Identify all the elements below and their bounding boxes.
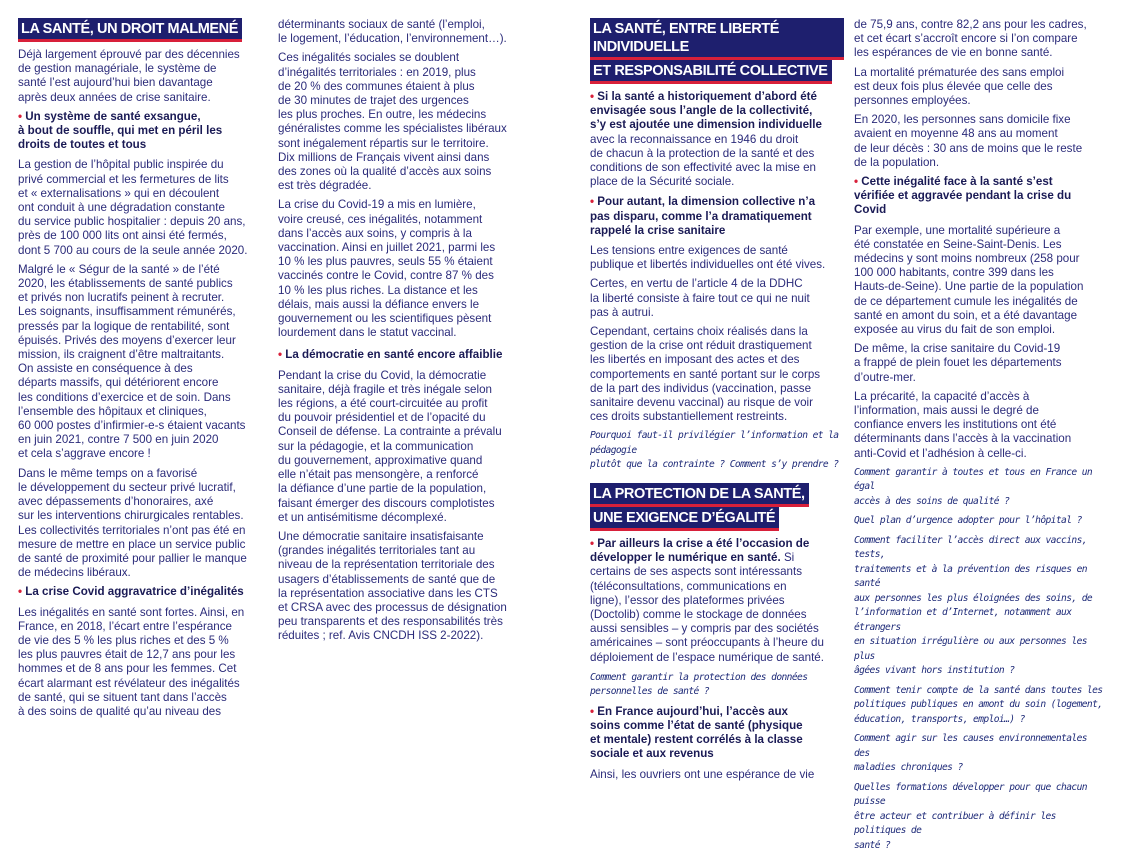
paragraph: De même, la crise sanitaire du Covid-19 a frappé de plein fouet les départements d’outre-mer. <box>854 342 1062 384</box>
paragraph: Les inégalités en santé sont fortes. Ainsi, en France, en 2018, l’écart entre l’espérance de vie des 5 % les plus riches et des 5 % les plus pauvres était de 12,7 ans pour les hommes et de 8 ans pour les femmes. Cet écart alarmant est révélateur des inégalités de santé, qui se situent tant dans l’accès à des soins de qualité qu’au niveau des <box>18 605 245 718</box>
bullet-icon: • <box>590 90 598 103</box>
bullet-heading: • Cette inégalité face à la santé s’est vérifiée et aggravée pendant la crise du Covid <box>854 175 1072 217</box>
section-title-line: LA PROTECTION DE LA SANTÉ, <box>590 483 809 507</box>
question: Pourquoi faut-il privilégier l’information et la pédagogie plutôt que la contrainte ? Comment s’y prendre ? <box>590 430 839 471</box>
paragraph: En 2020, les personnes sans domicile fixe avaient en moyenne 48 ans au moment de leur décès : 30 ans de moins que le reste de la population. <box>854 113 1083 169</box>
column-3 <box>590 18 844 787</box>
paragraph: La précarité, la capacité d’accès à l’information, mais aussi le degré de confiance envers les institutions ont été déterminants dans l’accès à la vaccination anti-Covid et l’adhésion à celle-ci. <box>854 389 1072 460</box>
section-title: LA SANTÉ, UN DROIT MALMENÉ <box>18 18 242 42</box>
paragraph: Pendant la crise du Covid, la démocratie sanitaire, déjà fragile et très inégale selon les régions, a été court-circuitée au profit du pouvoir présidentiel et de l’opacité du Conseil de défense. La contrainte a prévalu sur la pédagogie, et la communication du gouvernement, approximative quand elle n’était pas mensongère, a renforcé la défiance d’une partie de la population, faisant émerger des discours complotistes et un antisémitisme décomplexé. <box>278 368 502 524</box>
paragraph: Par exemple, une mortalité supérieure a été constatée en Seine-Saint-Denis. Les médecins y sont moins nombreux (258 pour 100 000 habitants, contre 399 dans les Hauts-de-Seine). Une partie de la population de ce département cumule les inégalités de santé en amont du soin, et a été davantage exposée au virus du fait de son emploi. <box>854 223 1084 337</box>
section-title-line: LA SANTÉ, ENTRE LIBERTÉ INDIVIDUELLE <box>590 18 844 60</box>
column-2 <box>278 18 528 649</box>
paragraph: Déjà largement éprouvé par des décennies de gestion managériale, le système de santé l’est aujourd’hui bien davantage après deux années de crise sanitaire. <box>18 48 240 104</box>
bullet-icon: • <box>18 585 26 599</box>
bullet-heading: • La démocratie en santé encore affaiblie <box>278 348 503 362</box>
paragraph: Certes, en vertu de l’article 4 de la DDHC la liberté consiste à faire tout ce qui ne nuit pas à autrui. <box>590 277 810 319</box>
section-title-droit-malmene <box>18 18 262 42</box>
question: Comment faciliter l’accès direct aux vaccins, tests, traitements et à la prévention des risques en santé aux personnes les plus éloignées des soins, de l’information et d’Internet, notamment aux étrangers en situation irrégulière ou aux personnes les plus âgées vivant hors institution ? <box>854 534 1093 677</box>
section-title-liberte <box>590 18 844 84</box>
question: Quel plan d’urgence adopter pour l’hôpital ? <box>854 515 1082 527</box>
paragraph: Ces inégalités sociales se doublent d’inégalités territoriales : en 2019, plus de 20 % des communes étaient à plus de 30 minutes de trajet des urgences les plus proches. En outre, les médecins généralistes comme les spécialistes libéraux sont inégalement répartis sur le territoire. Dix millions de Français vivent ainsi dans des zones où la qualité d’accès aux soins est très dégradée. <box>278 51 507 193</box>
section-title-line: ET RESPONSABILITÉ COLLECTIVE <box>590 60 832 84</box>
bullet-icon: • <box>854 175 862 189</box>
paragraph: de 75,9 ans, contre 82,2 ans pour les cadres, et cet écart s’accroît encore si l’on compare les espérances de vie en bonne santé. <box>854 18 1087 60</box>
bullet-heading: • Un système de santé exsangue, à bout de souffle, qui met en péril les droits de toutes et tous <box>18 109 223 152</box>
bullet-heading: • La crise Covid aggravatrice d’inégalités <box>18 585 244 599</box>
bullet-heading: • Pour autant, la dimension collective n’a pas disparu, comme l’a dramatiquement rappelé la crise sanitaire <box>590 195 816 237</box>
bullet-icon: • <box>590 704 598 718</box>
question: Comment garantir la protection des données personnelles de santé ? <box>590 671 808 698</box>
paragraph: La mortalité prématurée des sans emploi est deux fois plus élevée que celle des personnes employées. <box>854 65 1065 108</box>
question: Quelles formations développer pour que chacun puisse être acteur et contribuer à définir les politiques de santé ? <box>854 781 1087 851</box>
bullet-heading: • Si la santé a historiquement d’abord été envisagée sous l’angle de la collectivité, s’y est ajoutée une dimension individuelle avec la reconnaissance en 1946 du droit de chacun à la protection de la santé et des conditions de son effectivité avec la mise en place de la Sécurité sociale. <box>590 90 822 189</box>
paragraph: Les tensions entre exigences de santé publique et libertés individuelles ont été vives. <box>590 244 826 272</box>
paragraph: La crise du Covid-19 a mis en lumière, voire creusé, ces inégalités, notamment dans l’accès aux soins, y compris à la vaccination. Ainsi en juillet 2021, parmi les 10 % les plus pauvres, seuls 55 % étaient vaccinés contre le Covid, contre 87 % des 10 % les plus riches. La distance et les délais, mais aussi la défiance envers le gouvernement ou les scientifiques pèsent lourdement dans le statut vaccinal. <box>278 198 496 340</box>
paragraph: Cependant, certains choix réalisés dans la gestion de la crise ont réduit drastiquement les libertés en imposant des actes et des comportements en santé portant sur le corps de la part des individus (vaccination, passe sanitaire devenu vaccinal) au risque de voir ces droits substantiellement restreints. <box>590 325 821 424</box>
question: Comment tenir compte de la santé dans toutes les politiques publiques en amont du soin (logement, éducation, transports, emploi…) ? <box>854 684 1103 725</box>
bullet-icon: • <box>18 109 26 123</box>
paragraph: La gestion de l’hôpital public inspirée du privé commercial et les fermetures de lits et « externalisations » qui en découlent ont conduit à une dégradation constante du service public hospitalier : depuis 20 ans, près de 100 000 lits ont ainsi été fermés, dont 5 700 au cours de la seule année 2020. <box>18 158 248 257</box>
bullet-icon: • <box>590 536 598 550</box>
column-4 <box>854 18 1106 858</box>
paragraph: Dans le même temps on a favorisé le développement du secteur privé lucratif, avec dépassements d’honoraires, axé sur les interventions chirurgicales rentables. Les collectivités territoriales n’ont pas été en mesure de mettre en place un service public de santé de proximité pour pallier le manque de médecins libéraux. <box>18 466 247 580</box>
bullet-icon: • <box>278 348 286 362</box>
bullet-heading: • Par ailleurs la crise a été l’occasion de développer le numérique en santé. Si certains de ses aspects sont intéressants (téléconsultations, communications en ligne), l’essor des plateformes privées (Doctolib) comme le stockage de données aussi sensibles – y compris par des sociétés américaines – sont préoccupants à l’heure du déploiement de l’espace numérique de santé. <box>590 536 824 664</box>
question: Comment garantir à toutes et tous en France un égal accès à des soins de qualité ? <box>854 466 1093 507</box>
bullet-icon: • <box>590 195 598 209</box>
question: Comment agir sur les causes environnementales des maladies chroniques ? <box>854 733 1087 774</box>
section-title-egalite <box>590 483 844 531</box>
paragraph: Ainsi, les ouvriers ont une espérance de vie <box>590 767 815 781</box>
paragraph: Malgré le « Ségur de la santé » de l’été 2020, les établissements de santé publics et privés non lucratifs peinent à recruter. Les soignants, insuffisamment rémunérés, pressés par la logique de rentabilité, sont épuisés. Privés des moyens d’exercer leur mission, ils craignent d’être maltraitants. On assiste en conséquence à des départs massifs, qui détériorent encore les conditions d’exercice et de soin. Dans l’ensemble des hôpitaux et cliniques, 60 000 postes d’infirmier-e-s étaient vacants en juin 2021, contre 7 500 en juin 2020 et cela s’aggrave encore ! <box>18 262 246 461</box>
paragraph: déterminants sociaux de santé (l’emploi, le logement, l’éducation, l’environnement…). <box>278 18 507 46</box>
paragraph: Une démocratie sanitaire insatisfaisante (grandes inégalités territoriales tant au niveau de la représentation territoriale des usagers d’établissements de santé que de la représentation associative dans les CTS et CRSA avec des processus de désignation peu transparents et des responsabilités très réduites ; ref. Avis CNCDH ISS 2-2022). <box>278 529 507 643</box>
section-title-line: UNE EXIGENCE D’ÉGALITÉ <box>590 507 779 531</box>
bullet-heading: • En France aujourd’hui, l’accès aux soins comme l’état de santé (physique et mentale) restent corrélés à la classe sociale et aux revenus <box>590 704 803 761</box>
column-1 <box>18 18 262 724</box>
